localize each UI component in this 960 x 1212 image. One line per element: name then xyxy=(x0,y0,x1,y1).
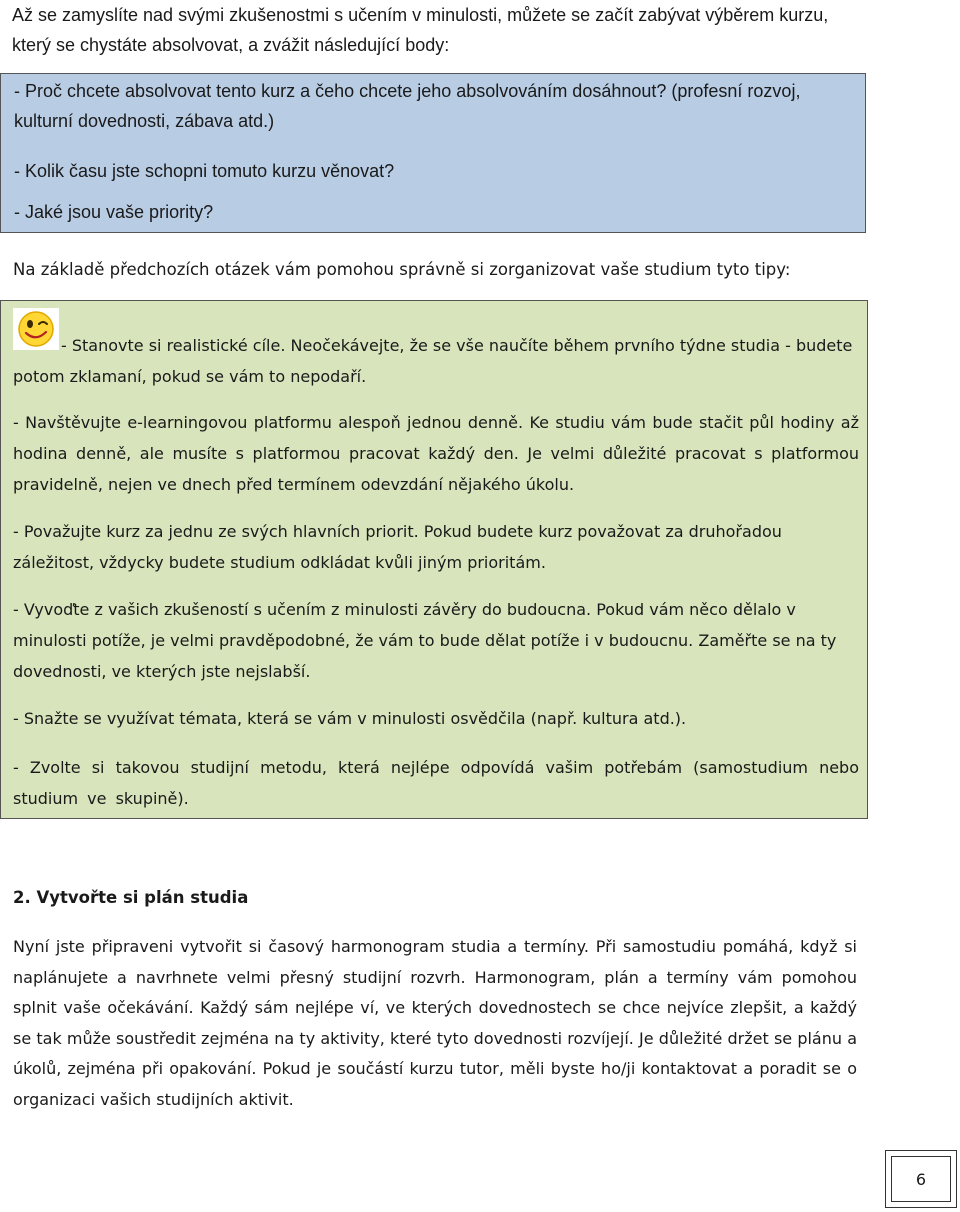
tip-item: - Považujte kurz za jednu ze svých hlavních priorit. Pokud budete kurz považovat za druhořadou záležitost, vždycky budete studium odkládat kvůli jiným prioritám. xyxy=(13,522,782,572)
tip-item: - Navštěvujte e-learningovou platformu alespoň jednou denně. Ke studiu vám bude stačit půl hodiny až hodina denně, ale musíte s platformou pracovat každý den. Je velmi důležité pracovat s platformou pravidelně, nejen ve dnech před termínem odevzdání nějakého úkolu. xyxy=(13,413,859,494)
intro-paragraph xyxy=(12,0,852,60)
intro-text: Až se zamyslíte nad svými zkušenostmi s učením v minulosti, můžete se začít zabývat výběrem kurzu, který se chystáte absolvovat, a zvážit následující body: xyxy=(12,5,829,55)
tips-intro: Na základě předchozích otázek vám pomohou správně si zorganizovat vaše studium tyto tipy: xyxy=(13,260,791,279)
question-item: - Jaké jsou vaše priority? xyxy=(14,202,214,222)
question-item: - Kolik času jste schopni tomuto kurzu věnovat? xyxy=(14,161,395,181)
questions-box xyxy=(0,73,866,233)
tip-item: - Stanovte si realistické cíle. Neočekávejte, že se vše naučíte během prvního týdne studia - budete potom zklamaní, pokud se vám to nepodaří. xyxy=(13,336,853,386)
tip-item: - Vyvoďte z vašich zkušeností s učením z minulosti závěry do budoucna. Pokud vám něco dělalo v minulosti potíže, je velmi pravděpodobné, že vám to bude dělat potíže i v budoucnu. Zaměřte se na ty dovednosti, ve kterých jste nejslabší. xyxy=(13,600,837,681)
page-number: 6 xyxy=(891,1156,951,1202)
section-body: Nyní jste připraveni vytvořit si časový harmonogram studia a termíny. Při samostudiu pomáhá, když si naplánujete a navrhnete velmi přesný studijní rozvrh. Harmonogram, plán a termíny vám pomohou splnit vaše očekávání. Každý sám nejlépe ví, ve kterých dovednostech se chce nejvíce zlepšit, a každý se tak může soustředit zejména na ty aktivity, které tyto dovednosti rozvíjejí. Je důležité držet se plánu a úkolů, zejména při opakování. Pokud je součástí kurzu tutor, měli byste ho/ji kontaktovat a poradit se o organizaci vašich studijních aktivit. xyxy=(13,937,857,1109)
question-item: - Proč chcete absolvovat tento kurz a čeho chcete jeho absolvováním dosáhnout? (profesní rozvoj, kulturní dovednosti, zábava atd.) xyxy=(14,81,801,131)
page-number-box xyxy=(885,1150,957,1208)
tip-item: - Zvolte si takovou studijní metodu, která nejlépe odpovídá vašim potřebám (samostudium nebo studium ve skupině). xyxy=(13,758,859,808)
tip-item: - Snažte se využívat témata, která se vám v minulosti osvědčila (např. kultura atd.). xyxy=(13,709,687,728)
section-title: 2. Vytvořte si plán studia xyxy=(13,888,249,907)
tips-box xyxy=(0,300,868,819)
